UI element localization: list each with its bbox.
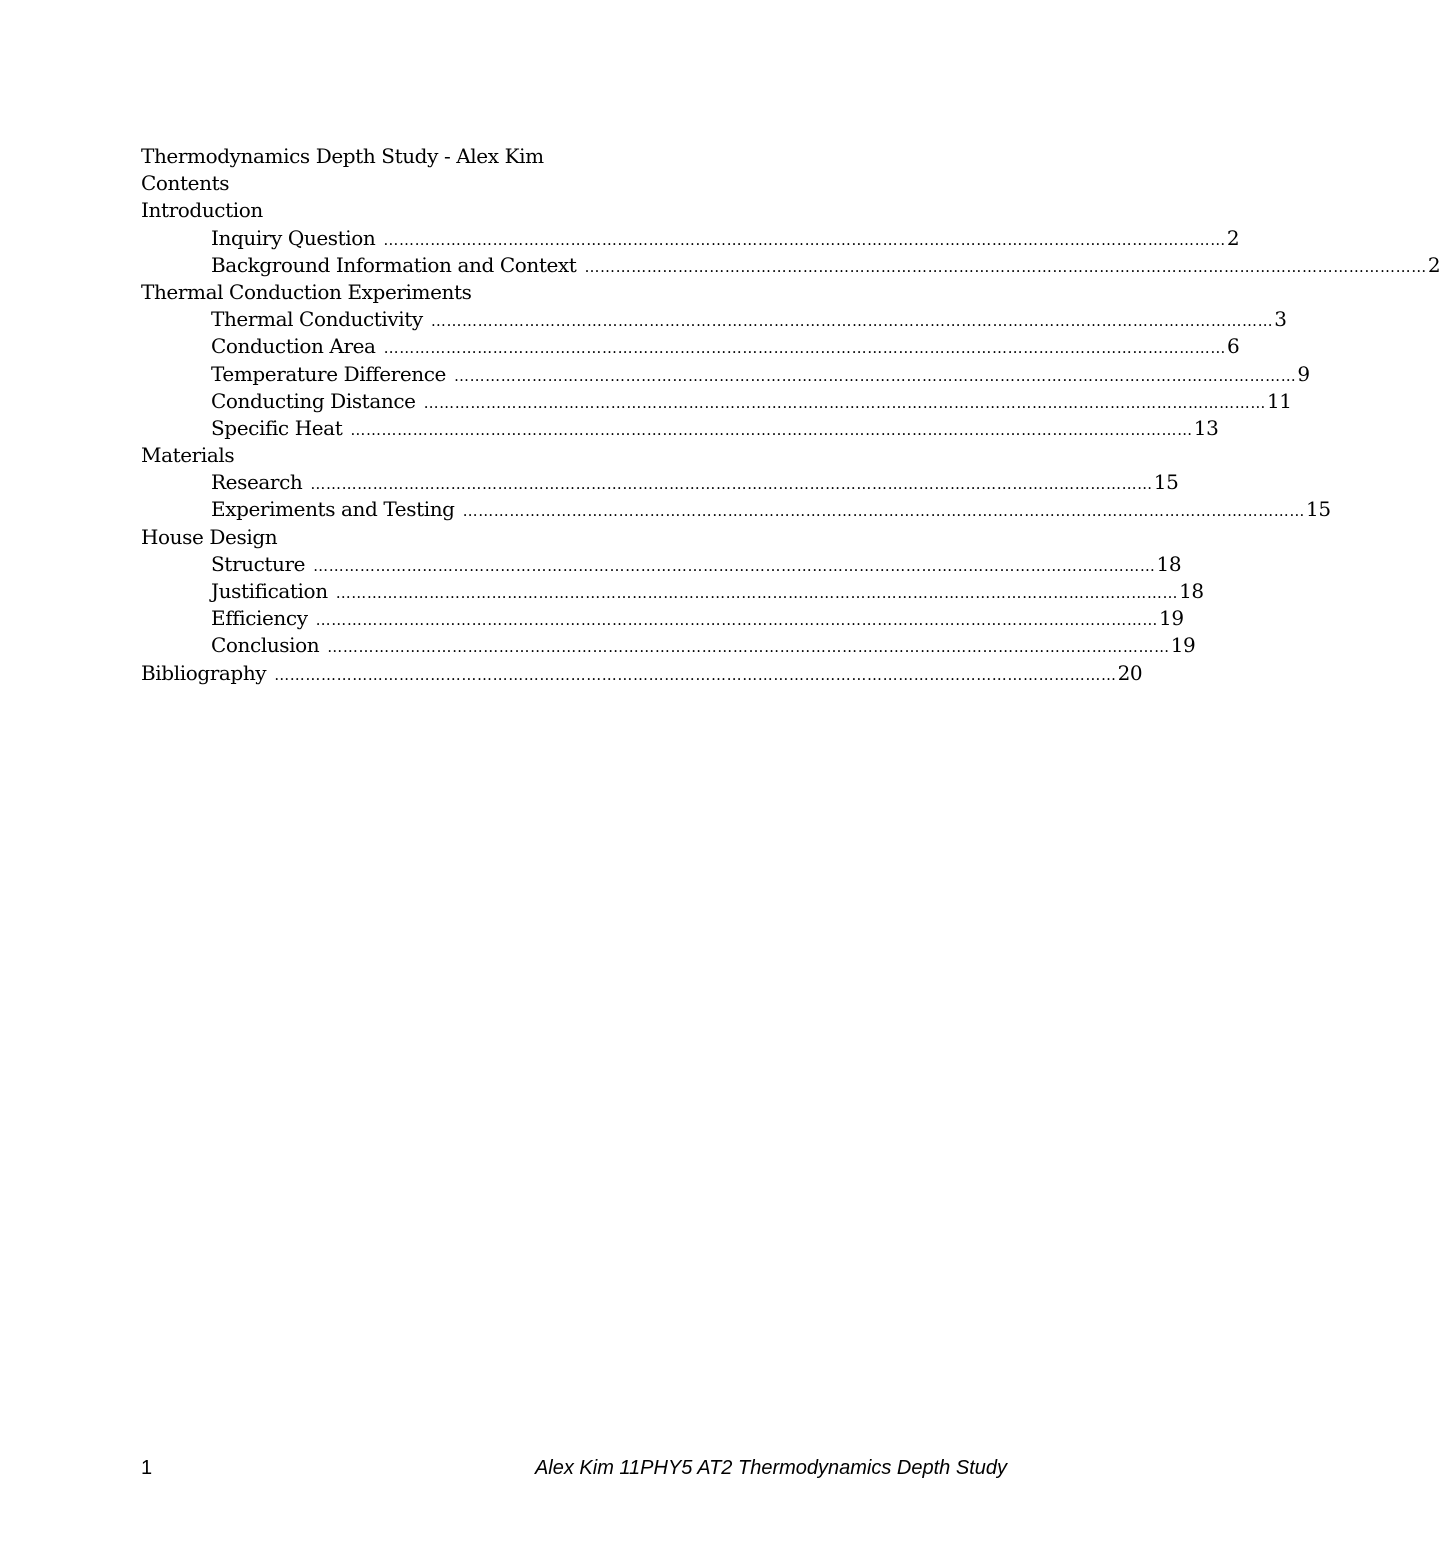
toc-dot-leader: ……………………………………………………………………………………………………………………………………………… [430, 312, 1274, 331]
toc-page-number: 15 [1306, 497, 1331, 522]
toc-entry-efficiency[interactable] [141, 605, 1184, 632]
toc-entry-label: Efficiency [211, 606, 308, 631]
toc-entry-label: Experiments and Testing [211, 497, 455, 522]
toc-entry-bibliography[interactable] [141, 660, 1143, 687]
toc-dot-leader: ……………………………………………………………………………………………………………………………………………… [310, 475, 1153, 494]
toc-page-number: 13 [1193, 415, 1219, 440]
toc-entry-specific-heat[interactable] [141, 415, 1219, 442]
page-footer [141, 1455, 1007, 1481]
toc-entry-experiments-and-testing[interactable] [141, 496, 1331, 523]
toc-dot-leader: ……………………………………………………………………………………………………………………………………………… [315, 611, 1159, 630]
toc-entry-label: Conduction Area [211, 334, 376, 359]
toc-entry-label: Temperature Difference [211, 361, 446, 386]
contents-heading: Contents [141, 171, 230, 196]
toc-section-materials: Materials [141, 443, 235, 468]
toc-entry-structure[interactable] [141, 551, 1182, 578]
toc-entry-research[interactable] [141, 469, 1179, 496]
toc-dot-leader: ……………………………………………………………………………………………………………………………………………… [350, 420, 1193, 439]
toc-page-number: 11 [1266, 388, 1292, 413]
toc-dot-leader: ……………………………………………………………………………………………………………………………………………… [327, 638, 1170, 657]
toc-dot-leader: ……………………………………………………………………………………………………………………………………………… [584, 257, 1427, 276]
toc-entry-label: Justification [211, 579, 328, 603]
toc-entry-label: Conducting Distance [211, 388, 416, 413]
toc-page-number: 6 [1227, 334, 1240, 359]
toc-entry-thermal-conductivity[interactable] [141, 306, 1287, 333]
toc-dot-leader: ……………………………………………………………………………………………………………………………………………… [462, 502, 1305, 521]
toc-entry-conclusion[interactable] [141, 632, 1196, 659]
toc-page-number: 3 [1274, 307, 1287, 332]
toc-page-number: 20 [1117, 660, 1143, 685]
toc-section-house-design: House Design [141, 524, 278, 549]
toc-entry-background-information[interactable] [141, 252, 1440, 279]
document-title: Thermodynamics Depth Study - Alex Kim [141, 144, 544, 168]
toc-dot-leader: ……………………………………………………………………………………………………………………………………………… [313, 556, 1156, 575]
toc-dot-leader: ……………………………………………………………………………………………………………………………………………… [423, 393, 1266, 412]
footer-running-title: Alex Kim 11PHY5 AT2 Thermodynamics Depth Study [534, 1457, 1007, 1479]
toc-entry-label: Structure [211, 551, 306, 576]
toc-dot-leader: ……………………………………………………………………………………………………………………………………………… [453, 366, 1297, 385]
toc-entry-inquiry-question[interactable] [141, 225, 1240, 252]
toc-entry-temperature-difference[interactable] [141, 361, 1310, 388]
toc-dot-leader: ……………………………………………………………………………………………………………………………………………… [335, 584, 1179, 602]
toc-entry-label: Background Information and Context [211, 252, 577, 277]
toc-page-number: 18 [1156, 551, 1182, 576]
toc-entry-label: Thermal Conductivity [211, 307, 423, 332]
toc-entry-label: Conclusion [211, 633, 320, 658]
toc-section-introduction: Introduction [141, 198, 263, 223]
toc-page-number: 2 [1427, 252, 1440, 277]
table-of-contents [141, 143, 1440, 687]
toc-page-number: 18 [1179, 579, 1204, 603]
toc-page-number: 19 [1170, 633, 1196, 658]
toc-entry-justification[interactable] [141, 578, 1204, 605]
toc-entry-label: Research [211, 470, 303, 495]
toc-page-number: 9 [1297, 361, 1310, 386]
toc-entry-conducting-distance[interactable] [141, 388, 1292, 415]
toc-entry-label: Specific Heat [211, 415, 343, 440]
toc-entry-conduction-area[interactable] [141, 333, 1240, 360]
toc-entry-label: Inquiry Question [211, 225, 376, 250]
toc-dot-leader: ……………………………………………………………………………………………………………………………………………… [383, 230, 1226, 249]
toc-entry-label: Bibliography [141, 660, 267, 685]
toc-dot-leader: ……………………………………………………………………………………………………………………………………………… [383, 339, 1226, 358]
toc-page-number: 19 [1159, 606, 1184, 631]
toc-page-number: 15 [1153, 470, 1179, 495]
toc-page-number: 2 [1226, 225, 1240, 250]
toc-dot-leader: ……………………………………………………………………………………………………………………………………………… [274, 665, 1117, 684]
toc-section-thermal-conduction: Thermal Conduction Experiments [141, 279, 472, 304]
footer-page-number: 1 [141, 1457, 153, 1479]
